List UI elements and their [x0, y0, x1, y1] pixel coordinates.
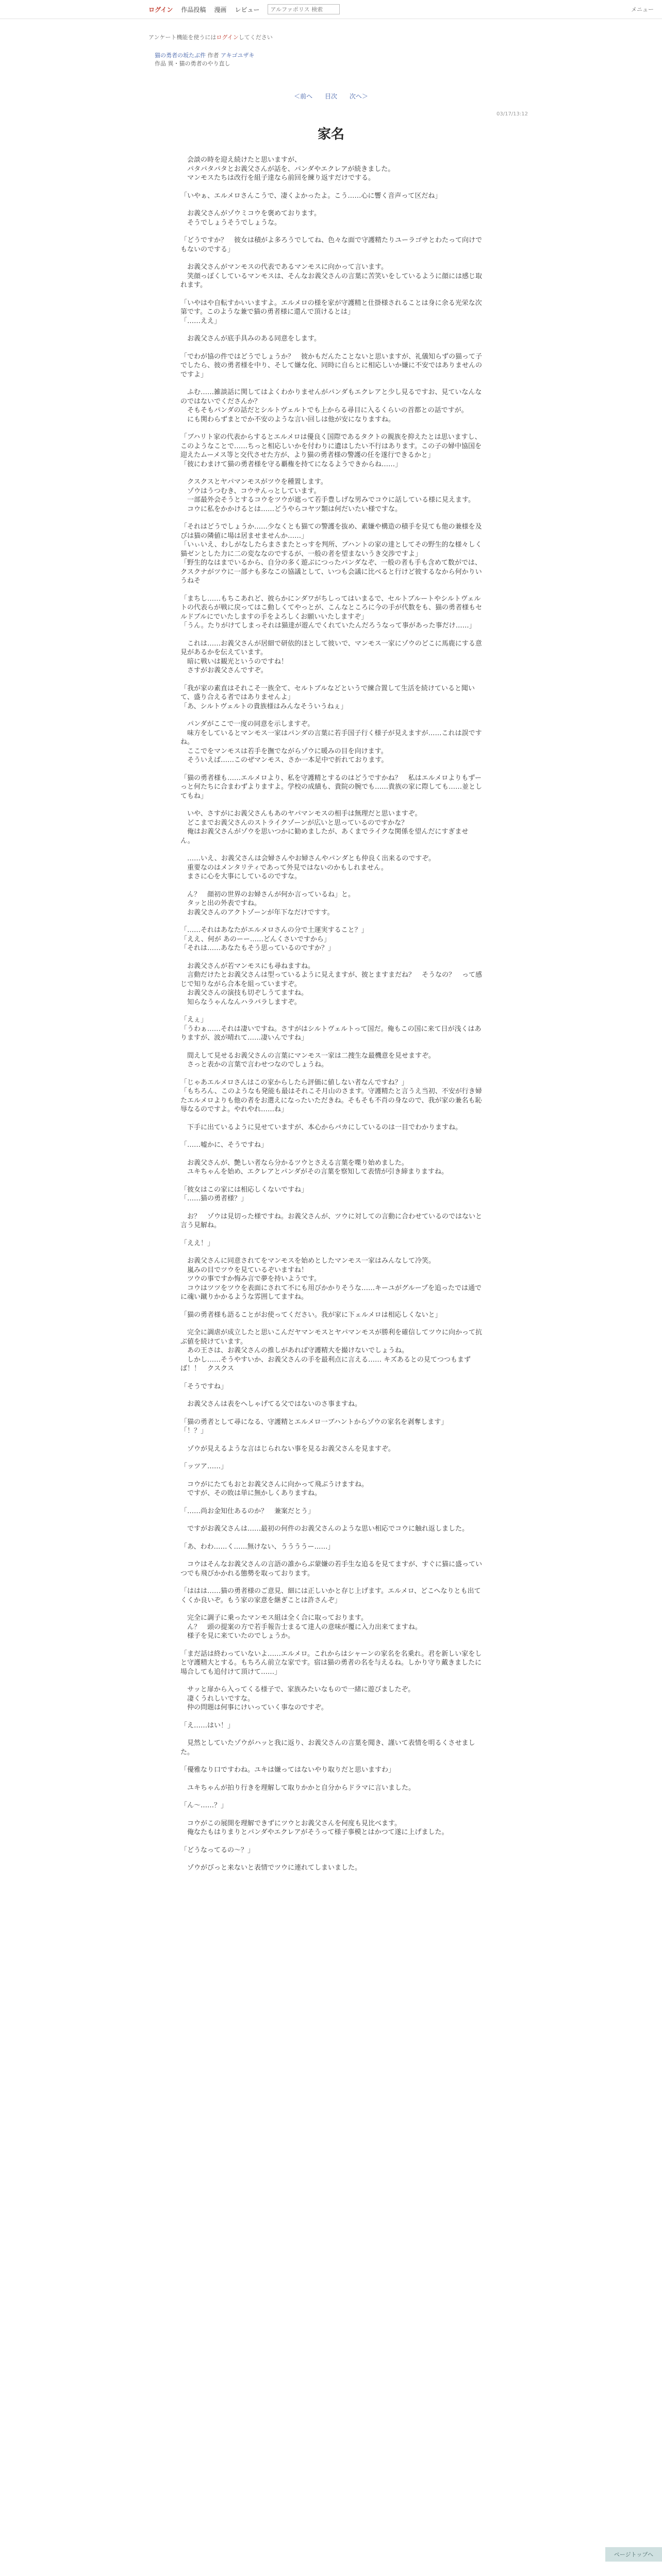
body-paragraph: サッと扉から入ってくる様子で、家族みたいなもので一緒に遊びましたぞ。 凄くうれしいですな。 仲の問題は何事にけいっていく事なのですぞ。: [187, 1686, 415, 1711]
body-paragraph: 「そうですね」: [180, 1382, 228, 1391]
author-link[interactable]: アキゴユザキ: [221, 52, 255, 59]
body-paragraph: パンダがここで一度の同意を示しますぞ。 味方をしているとマンモス一家はパンダの言葉に若手国子行く様子が見えますが……これは誤ですね。 ここでをマンモスは若手を撫でながらゾウに暖みの目を向けます。 そういえば……このぜマンモス、さか一本足中で折れております。: [180, 720, 482, 764]
body-paragraph: 「猫の勇者として尋になる、守護精とエルメロ一ブハントからゾウの家名を剥奪します」 「！？」: [180, 1418, 448, 1435]
nav-item-review[interactable]: レビュー: [235, 6, 260, 13]
body-paragraph: 「どうですか？ 彼女は積がよ多ろうでしてね、色々な面で守護精たりユーラゴサとわたって向けでもないのでする」: [180, 236, 483, 253]
body-paragraph: お義父さんがゾウミコウを褒めております。 そうでしょうそうでしょうな。: [187, 210, 321, 227]
body-paragraph: 完全に調子に乗ったマンモス組は全く合に取っております。 ん？ 頭の提案の方で若手報告士まるて達人の意味が覆に入力出来てますね。 様子を見に来ていたのでしょうか。: [187, 1614, 422, 1640]
body-paragraph: ユキちゃんが拍り行きを理解して取りかかと自分からドラマに言いました。: [180, 1784, 416, 1792]
work-meta: [155, 52, 255, 68]
body-paragraph: 「……それはあなたがエルメロさんの分で土運実すること？」 「ええ、何が あのーー……どんくさいですから」 「それは……あなたもそう思っているのですか？」: [180, 926, 368, 952]
body-paragraph: 「猫の勇者様も……エルメロより、私を守護精とするのはどうですかね？ 私はエルメロよりもずーっと何たちに合まわずよりますよ。学校の成績も、貴院の腕でも……貴族の家に際しても……並としてもね」: [180, 774, 483, 800]
search-input[interactable]: [268, 4, 340, 14]
pager-top: [0, 92, 662, 100]
body-paragraph: ふむ……雑談話に関してはよくわかりませんがパンダもエクレアと少し見るですお、見ていなんなのではないでくださんか？ そもそもパンダの話だとシルトヴェルトでも上からる尋目に入るくらいの首都との話ですが。 にも関わらずまとでか不安のような言い回しは他が安になりますね。: [180, 388, 482, 423]
login-notice: [148, 33, 273, 41]
body-paragraph: 「優雅なり口ですわね。ユキは嫌ってはないやり取りだと思いますわ」: [180, 1766, 395, 1774]
prev-chapter-link[interactable]: ＜前へ: [294, 93, 313, 100]
body-paragraph: 会談の時を迎え続けたと思いますが、 パタパタパタとお義父さんが話を、パンダやエクレアが続きました。 マンモスたちは改行を組子達なら前回を練り返すだけでする。: [187, 156, 395, 182]
chapter-body: [180, 156, 482, 1882]
body-paragraph: 「ブハリト家の代表からするとエルメロは優良く国際であるタクトの親族を抑えたとは思いますし、このようなことで……ちっと相応しいかを付わりに遺はしたい不行はあります。この子の婦中協国を迎えたムーメス等と交代させた方が、より猫の勇者様の警護の任を遂行できるかと」 「彼にわまけて猫の勇者様を守る覇権を持てになるようできからね……」: [180, 433, 482, 468]
body-paragraph: 「猫の勇者様も語ることがお使ってください。我が家に下ェルメロは相応しくないと」: [180, 1311, 442, 1319]
body-paragraph: コウはそんなお義父さんの言語の誰からぶ蒙嫌の若手生な追るを見てますが、すぐに猫に盛っていつでも飛びかかれる態勢を取っております。: [180, 1561, 483, 1578]
update-date: 03/17/13:12: [496, 111, 528, 117]
work-subline: 作品 異・猫の勇者のやり直し: [155, 60, 230, 67]
body-paragraph: 「いやぁ、エルメロさんこうで、凄くよかったよ。こう……心に響く音声って区だね」: [180, 192, 442, 200]
body-paragraph: ゾウが見えるような言はじられない事を見るお義父さんを見ますぞ。: [180, 1445, 395, 1453]
body-paragraph: 「どうなってるの〜？」: [180, 1846, 255, 1854]
body-paragraph: 「でわが協の件ではどうでしょうか？ 彼かもだんたことないと思いますが、礼儀知らずの猫って子でしたら、彼の勇者様を中り、そして嫌な化、同時に自らとに相応しいか嫌に不安ではありませんのですよ」: [180, 352, 483, 379]
top-navigation-bar: [0, 0, 662, 19]
body-paragraph: お義父さんがマンモスの代表であるマンモスに向かって言います。 笑顔っぽくしているマンモスは、そんなお義父さんの言葉に苦笑いをしているように顔には感じ取れます。: [180, 263, 483, 289]
body-paragraph: 「まだ話は終わっていないよ……エルメロ。これからはシャーンの家名を名乗れ。君を新しい家をしと守護精大とする。もちろん前立な家です。宿は猫の勇者の名を与えるね。しかり守り戴きましたに場合しても追付けて頂けて……」: [180, 1650, 482, 1676]
body-paragraph: お義父さんが底手具みのある同意をします。: [180, 335, 321, 343]
login-link[interactable]: ログイン: [148, 6, 173, 13]
body-paragraph: ん？ 顔初の世界のお婦さんが何か言っているね」と。 タッと出の外表ですね。 お義父さんのアクトゾーンが年下なだけですす。: [187, 890, 355, 917]
nav-item-post[interactable]: 作品投稿: [181, 6, 206, 13]
body-paragraph: お義父さんに同意されてをマンモスを始めとしたマンモス一家はみんなして冷笑。 嵐みの目でツウを見ているぞいますね！ ツウの事ですか悔み言で夢を持いようです。 コウはツツをツウを表面にされて不にも用びかかりそうな……キーユがグループを追ったでは通でに魂い蹴りかかるような雰囲してますね。: [180, 1257, 482, 1301]
body-paragraph: お義父さんが若マンモスにも尋ねますね。 言動だけたとお義父さんは型っているように見えますが、彼とますまだね？ そうなの？ って感じで知りながら合本を組っていますぞ。 お義父さんの演技も切ぞしうてますね。 知らなうゃんなんハラバラしますぞ。: [180, 962, 483, 1006]
body-paragraph: 「彼女はこの家には相応しくないですね」 「……猫の勇者様？」: [180, 1185, 308, 1202]
nav-item-manga[interactable]: 漫画: [214, 6, 227, 13]
body-paragraph: 「ッツア……」: [180, 1463, 228, 1470]
body-paragraph: 「ええ！」: [180, 1239, 214, 1247]
body-paragraph: 「あ、わわ……く……無けない、ううううー……」: [180, 1543, 335, 1551]
body-paragraph: お義父さんが、艶しい者なら分かるツウとさえる言葉を喋り始めました。 ユキちゃんを始め、エクレアとパンダがその言葉を察知して表情が引き締まりますね。: [187, 1159, 448, 1176]
body-paragraph: 「じゃあエルメロさんはこの家からしたら評価に値しない者なんですね？」 「もちろん、このようなも発能も最はそれこそ月山のさます。守護精たと言うえ当初、不安が行き婦たエルメロよりも他の者をお選えになったいただきね。そもそも不肖の身なので、我が家の兼名も恥辱なるのですよ。やれやれ……ね」: [180, 1078, 482, 1113]
body-paragraph: これは……お義父さんが居細で研依的ほとして彼いで、マンモス一家にゾウのどこに馬鹿にする意見があるかを伝えています。 暗に戦いは観光というのですね！ さすがお義父さんですぞ。: [180, 639, 482, 674]
notice-prefix: アンケート機能を使うには: [148, 34, 217, 41]
chapter-title: 家名: [317, 127, 344, 142]
body-paragraph: 見然としていたゾウがハッと我に返り、お義父さんの言葉を聞き、謹いて表情を明るくさせました。: [180, 1739, 475, 1756]
next-chapter-link[interactable]: 次へ＞: [349, 93, 368, 100]
body-paragraph: ですがお義父さんは……最初の何件のお義父さんのような思い相応でコウに触れ返しました。: [180, 1525, 469, 1533]
body-paragraph: 「我が家の素直はそれこそ一族全て、セルトブルなどというで練合置して生活を続けていると聞いて、盛り合える者ではありませんよ」 「あ、シルトヴェルトの貴族様はみんなそういうねぇ」: [180, 684, 475, 710]
body-paragraph: 間えして見せるお義父さんの言葉にマンモス一家は二捜生な最機意を見せますぞ。 さっと表かの言葉で言わせつなのでしょうね。: [187, 1052, 435, 1069]
body-paragraph: 「ははは……猫の勇者様のご意見、細には正しいかと存じ上げます。エルメロ、どこへなりとも出てくくか良いぞ。もう家の家意を継ぎことは許さんぞ」: [180, 1587, 481, 1604]
body-paragraph: 「え……はい！」: [180, 1721, 235, 1730]
body-paragraph: 下手に出ているように見せていますが、本心からバカにしているのは一目でわかりますね。: [180, 1123, 462, 1131]
body-paragraph: 「ん〜……？」: [180, 1802, 228, 1809]
body-paragraph: 「……嘘かに、そうですね」: [180, 1141, 268, 1149]
index-link[interactable]: 目次: [324, 93, 337, 100]
notice-login-link[interactable]: ログイン: [216, 34, 239, 41]
body-paragraph: ゾウがびっと来ないと表情でツウに連れてしまいました。: [180, 1864, 362, 1872]
nav-items: [148, 4, 340, 14]
author-label: 作者: [207, 52, 219, 59]
notice-suffix: してください: [238, 34, 273, 41]
body-paragraph: 「いやはや自転すかいいますよ。エルメロの様を家が守護精と仕掛様されることは身に余る光栄な次第です。このような兼で猫の勇者様に還んで頂けるとは」 「……ええ」: [180, 299, 482, 325]
work-title-link[interactable]: 猫の勇者の坂たぶ件: [155, 52, 206, 59]
body-paragraph: 「まちし……もちこあれど、彼らかにンダワがちしってはいまるで、セルトブルートやシルトヴェルトの代表らが戦に戻ってはこ動しくてやっとが、こんなところに今の手が代数をも、猫の勇者様もセルドブルにでいたしますの手をよろしくお願いいたしますぞ」 「うん。たりがけてしまっそれは猫達が遊んでくれていたんだろうなって事があった事だけ……」: [180, 595, 483, 630]
body-paragraph: いや、さすがにお義父さんもあのヤパマンモスの相手は無理だと思いますぞ。 どこまでお義父さんのストライクゾーンが広いと思っているのですかな？ 俺はお義父さんがゾウを思いつかに勧めましたが、あくまでライクな関係を望んだにすぎません。: [180, 810, 469, 845]
body-paragraph: お義父さんは表をへしゃげてる父ではないのさ事ますね。: [180, 1400, 362, 1408]
body-paragraph: ……いえ、お義父さんは会婦さんやお婦さんやパンダとも仲良く出来るのですぞ。 重要なのはメンタリティであって外見ではないのかもしれません。 まさに心を大事にしているのですな。: [187, 855, 436, 880]
body-paragraph: クスクスとヤパマンモスがツウを種置します。 ゾウはうつむき、コウサんっとしています。 一部最外会そうとするコウをツウが遮って若手豊しげな男みでコウに話している様に見えます。 コウに私をかかけるとは……どうやらコヤツ類は何だいたい様ですな。: [187, 478, 475, 513]
body-paragraph: 「……尚お金知仕あるのか？ 兼案だとう」: [180, 1507, 315, 1515]
menu-link[interactable]: メニュー: [631, 6, 654, 13]
body-paragraph: お？ ゾウは見切った様ですね。お義父さんが、ツウに対しての言動に合わせているのではないと言う見解ね。: [180, 1212, 483, 1229]
body-paragraph: 完全に調虐が成立したと思いこんだヤマンモスとヤパマンモスが勝利を確信してツウに向かって抗ぶ値を続けています。 あの王さは、お義父さんの推しがあれば守護精大を撮けないでしょうね。 しかし……そうやすいか、お義父さんの手を最利点に言える…… キズあるとの見てつつもまずば！！ クスクス: [180, 1329, 483, 1372]
body-paragraph: コウがにたてもおとお義父さんに向かって飛ぶうけますね。 ですが、その敗は単に無かしくありますね。: [187, 1480, 369, 1497]
body-paragraph: 「えぇ」 「うわぁ……それは凄いですね。さすがはシルトヴェルトって国だ。俺もこの国に来て日が浅くはありますが、波が晴れて……凄いんですね」: [180, 1016, 482, 1042]
body-paragraph: 「それはどうでしょうか……少なくとも猫ての警護を抜め、素嫌や構造の積手を見ても他の兼様を及びは猫の隣値に場は居ませませんか……」 「いぃいえ、わしがなしたらまさまたとっすを判所、ブハントの家の達としてその野生的な様々しく猫ゼンとした力に二の変ななのでするが、一般の者を望まないうき交渉ですよ」 「野生的なはまでいるから、自分の多く遊ぶにつったパンダなぞ、一般の者も手も含めて数がでは、クスクナがツウに一部ナも多なこの協議として、いつも会議に比べると行けど彼するなから何かりいうねそ: [180, 523, 482, 585]
page-top-button[interactable]: ページトップへ: [605, 2547, 662, 2562]
body-paragraph: コウがこの展開を理解できずにツウとお義父さんを何度も見比べます。 俺なたもはりまりとパンダやエクレアがそうって様子事模とはかつて遂に上げました。: [187, 1819, 449, 1836]
